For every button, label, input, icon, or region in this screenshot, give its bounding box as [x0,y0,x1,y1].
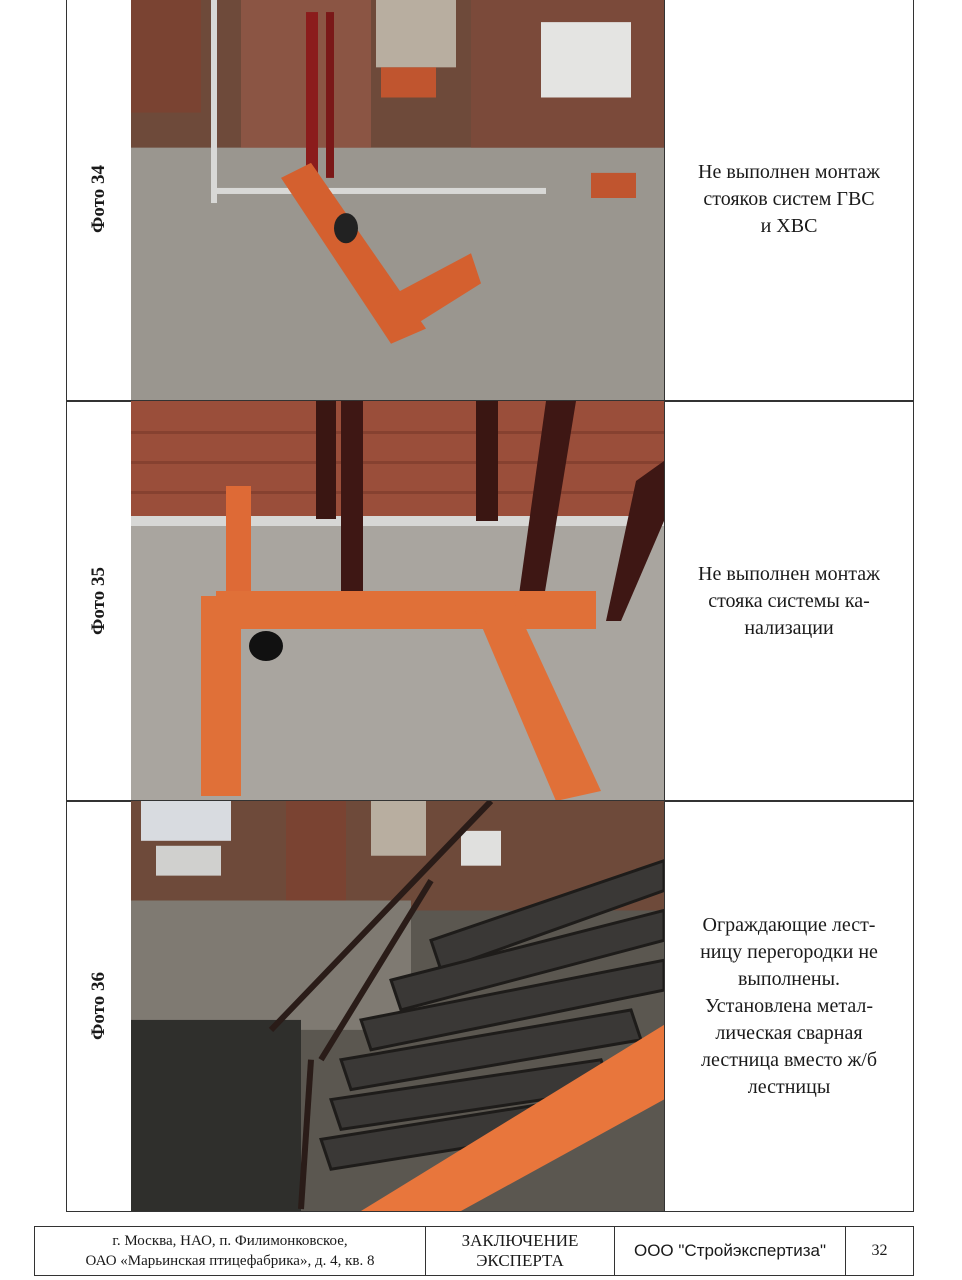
photo-row-34 [66,0,914,402]
description-line: нализации [744,616,834,639]
photo-label: Фото 35 [88,567,109,635]
description-line: Не выполнен монтаж [698,160,880,183]
photo-34-image [131,0,665,401]
description-line: Установлена метал- [704,994,874,1017]
description-line: Не выполнен монтаж [698,562,880,585]
description-line: ницу перегородки не [700,940,878,963]
description-line: стояков систем ГВС [703,187,875,210]
description [679,912,899,1101]
footer-company [615,1227,846,1275]
footer-page-number [846,1227,913,1275]
photo-36-image [131,801,665,1211]
photo-row-35 [66,400,914,802]
footer-address-line: г. Москва, НАО, п. Филимонковское, [112,1233,348,1249]
description-line: лестницы [747,1075,831,1098]
description-line: лическая сварная [715,1021,863,1044]
footer-doc-type-line: ЗАКЛЮЧЕНИЕ [461,1231,579,1250]
description-line: и ХВС [760,214,818,237]
footer-address [35,1227,426,1275]
description-line: Ограждающие лест- [702,913,876,936]
description-cell [665,801,913,1211]
description [679,159,899,240]
photo-label: Фото 36 [88,972,109,1040]
photo-label-cell [67,801,132,1211]
footer-doc-type-line: ЭКСПЕРТА [476,1251,564,1270]
page-footer [34,1226,914,1276]
description-line: выполнены. [737,967,841,990]
page-number: 32 [871,1242,888,1259]
description-line: стояка системы ка- [708,589,870,612]
footer-company-name: ООО "Стройэкспертиза" [633,1241,826,1260]
description-cell [665,401,913,801]
photo-row-36 [66,800,914,1212]
description [679,561,899,642]
description-cell [665,0,913,401]
footer-doc-type [426,1227,615,1275]
photo-label: Фото 34 [88,165,109,233]
photo-label-cell [67,401,132,801]
description-line: лестница вместо ж/б [701,1048,877,1071]
footer-address-line: ОАО «Марьинская птицефабрика», д. 4, кв. 8 [85,1253,375,1269]
photo-label-cell [67,0,132,401]
photo-35-image [131,401,665,801]
